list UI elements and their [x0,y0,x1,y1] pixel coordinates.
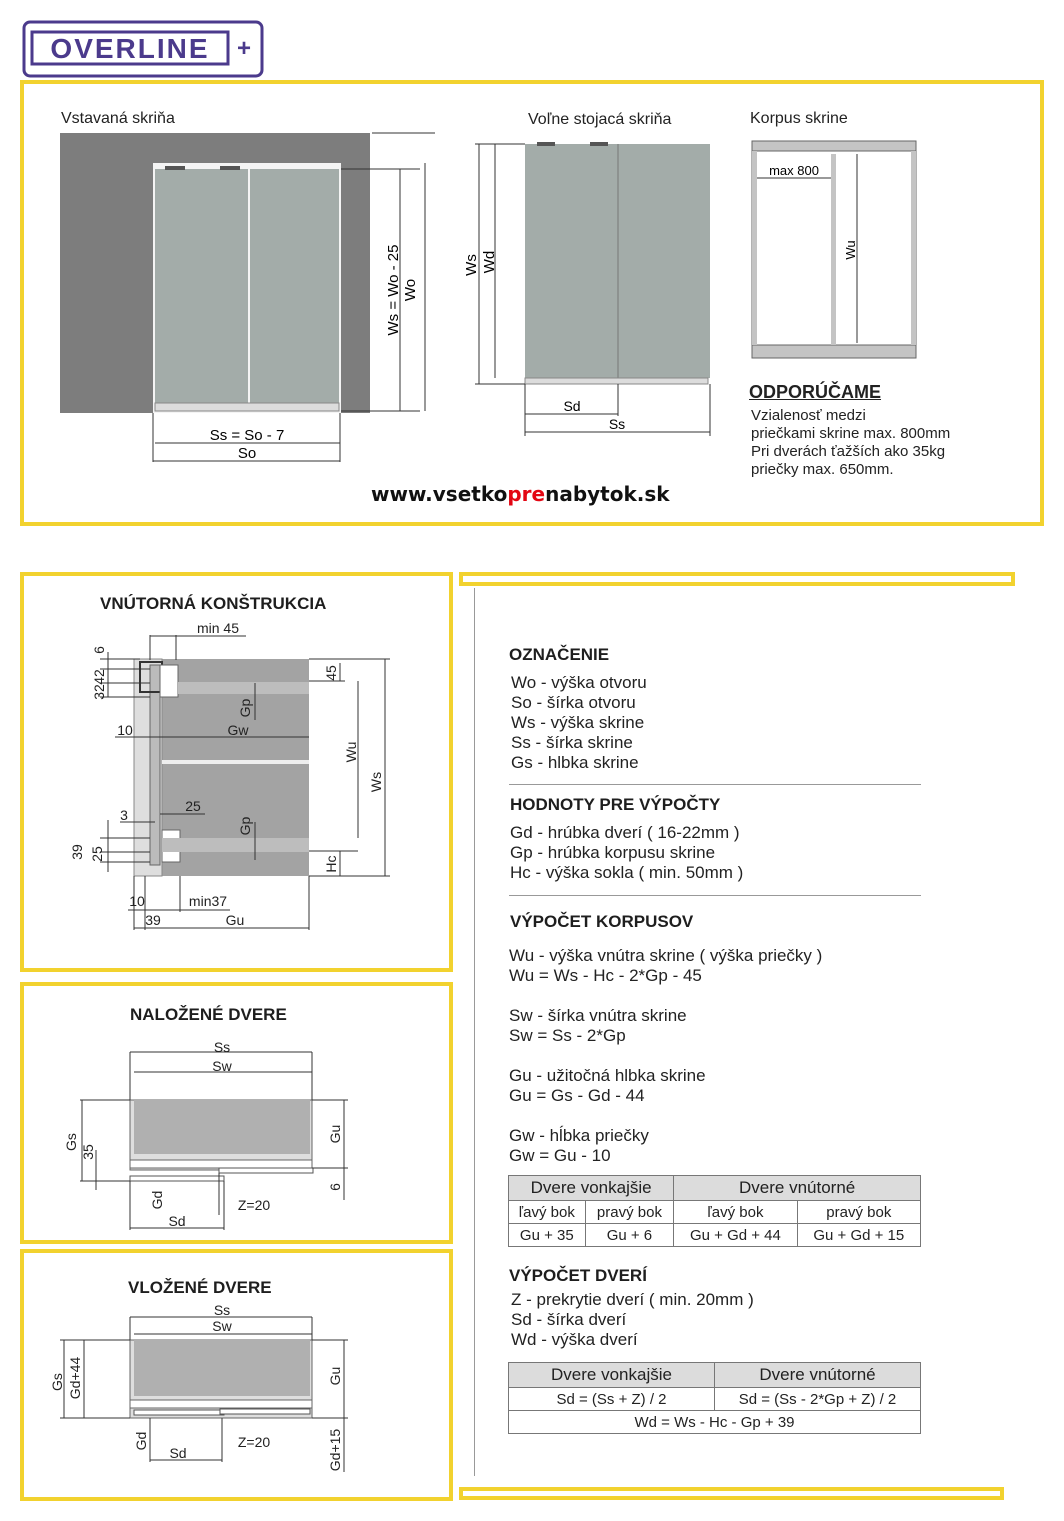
overlay-title: NALOŽENÉ DVERE [130,1005,287,1024]
svg-text:Wd: Wd [481,250,498,274]
values-item: Gd - hrúbka dverí ( 16-22mm ) [510,823,740,842]
values-item: Gp - hrúbka korpusu skrine [510,843,716,862]
inset-diagram [0,0,460,1521]
svg-text:Gs: Gs [49,1373,65,1391]
door-calc-list [511,1290,754,1350]
svg-text:Wu: Wu [343,741,359,763]
legend-item: Wo - výška otvoru [511,673,647,692]
built-in-title: Vstavaná skriňa [61,110,175,127]
table-cell: Gu + 6 [585,1224,674,1247]
svg-text:Z=20: Z=20 [237,1197,271,1213]
table-header: Dvere vnútorné [715,1363,921,1388]
divider [509,784,921,785]
table-cell: Gu + 35 [509,1224,586,1247]
svg-text:Sw: Sw [212,1058,232,1074]
calc-line: Wu = Ws - Hc - 2*Gp - 45 [509,966,702,985]
values-list [510,823,743,883]
svg-text:Gu: Gu [327,1124,343,1144]
table-cell: Sd = (Ss + Z) / 2 [509,1388,715,1411]
values-title: HODNOTY PRE VÝPOČTY [510,795,721,814]
recommend-line: priečky max. 650mm. [751,461,894,478]
svg-text:32: 32 [91,684,107,700]
svg-text:6: 6 [91,646,107,654]
svg-text:Gd: Gd [133,1431,149,1451]
table-header: Dvere vonkajšie [509,1363,715,1388]
svg-text:39: 39 [69,844,85,860]
door-calc-title: VÝPOČET DVERÍ [509,1266,647,1285]
svg-text:Wu: Wu [843,240,858,260]
legend-item: Ss - šírka skrine [511,733,633,752]
svg-text:Gp: Gp [237,816,253,836]
door-calc-item: Z - prekrytie dverí ( min. 20mm ) [511,1290,754,1309]
svg-text:Gu: Gu [225,912,245,928]
table-cell: Gu + Gd + 44 [674,1224,797,1247]
carcass-table [508,1175,921,1247]
table-cell: pravý bok [797,1201,920,1224]
legend-list [511,673,647,773]
table-cell: Sd = (Ss - 2*Gp + Z) / 2 [715,1388,921,1411]
table-cell: pravý bok [585,1201,674,1224]
svg-text:Sd: Sd [563,398,581,414]
svg-text:Gd+15: Gd+15 [327,1428,343,1472]
door-calc-item: Sd - šírka dverí [511,1310,627,1329]
svg-text:Gs: Gs [63,1133,79,1151]
svg-text:Sd: Sd [168,1213,186,1229]
table-cell: Gu + Gd + 15 [797,1224,920,1247]
calc-line: Wu - výška vnútra skrine ( výška priečky ) [509,946,823,965]
svg-text:3: 3 [120,807,128,823]
legend-item: So - šírka otvoru [511,693,636,712]
calc-line: Gw = Gu - 10 [509,1146,611,1165]
svg-text:Gw: Gw [227,722,249,738]
svg-text:Ws: Ws [463,254,480,276]
svg-text:35: 35 [80,1144,96,1160]
svg-text:42: 42 [91,669,107,685]
table-cell: ľavý bok [509,1201,586,1224]
svg-text:Ws: Ws [368,771,384,793]
svg-text:min 45: min 45 [196,620,240,636]
svg-text:Ss: Ss [213,1039,231,1055]
recommend-title: ODPORÚČAME [749,382,882,402]
svg-text:Gp: Gp [237,698,253,718]
legend-item: Ws - výška skrine [511,713,645,732]
legend-title: OZNAČENIE [509,645,610,664]
legend-item: Gs - hlbka skrine [511,753,639,772]
free-standing-title: Voľne stojacá skriňa [528,111,672,128]
divider [509,895,921,896]
svg-text:Sd: Sd [169,1445,187,1461]
svg-text:Sw: Sw [212,1318,232,1334]
carcass-title: Korpus skrine [750,110,848,127]
recommend-line: priečkami skrine max. 800mm [751,425,951,442]
svg-text:25: 25 [89,846,105,862]
svg-text:Hc: Hc [323,855,339,873]
table-header: Dvere vnútorné [674,1176,921,1201]
calc-line: Gw - hĺbka priečky [509,1126,649,1145]
svg-text:Wo: Wo [402,278,419,302]
svg-text:Z=20: Z=20 [237,1434,271,1450]
svg-text:max 800: max 800 [769,163,819,178]
calc-line: Gu = Gs - Gd - 44 [509,1086,645,1105]
svg-text:10: 10 [117,722,133,738]
svg-text:+: + [236,35,252,62]
carcass-calc-list [509,946,822,1166]
svg-text:10: 10 [129,893,145,909]
recommend-line: Pri dverách ťažších ako 35kg [751,443,946,460]
right-bottom-bar [459,1487,1004,1500]
table-header: Dvere vonkajšie [509,1176,674,1201]
calc-line: Gu - užitočná hlbka skrine [509,1066,706,1085]
recommend-text [751,407,950,479]
table-cell: ľavý bok [674,1201,797,1224]
svg-text:Gu: Gu [327,1366,343,1386]
values-item: Hc - výška sokla ( min. 50mm ) [510,863,744,882]
svg-text:Gd+44: Gd+44 [67,1356,83,1400]
svg-text:min37: min37 [188,893,228,909]
svg-text:So: So [237,445,257,462]
svg-text:39: 39 [145,912,161,928]
svg-text:Ss = So - 7: Ss = So - 7 [209,427,285,444]
svg-text:Ss: Ss [608,416,626,432]
svg-text:Ss: Ss [213,1302,231,1318]
website-url[interactable]: www.vsetkoprenabytok.sk [371,482,670,506]
right-vertical-line [474,588,475,1476]
door-calc-item: Wd - výška dverí [511,1330,638,1349]
svg-text:45: 45 [323,665,339,681]
carcass-calc-title: VÝPOČET KORPUSOV [510,912,694,931]
right-top-bar [459,572,1015,586]
svg-text:6: 6 [327,1183,343,1191]
door-table [508,1362,921,1434]
calc-line: Sw = Ss - 2*Gp [509,1026,626,1045]
svg-text:25: 25 [185,798,201,814]
table-cell: Wd = Ws - Hc - Gp + 39 [509,1411,921,1434]
inner-title: VNÚTORNÁ KONŠTRUKCIA [100,594,327,613]
recommend-line: Vzialenosť medzi [751,407,866,424]
calc-line: Sw - šírka vnútra skrine [509,1006,687,1025]
inset-title: VLOŽENÉ DVERE [128,1278,272,1297]
svg-text:Gd: Gd [149,1190,165,1210]
svg-text:Ws = Wo - 25: Ws = Wo - 25 [385,244,402,336]
svg-text:OVERLINE: OVERLINE [50,33,210,64]
